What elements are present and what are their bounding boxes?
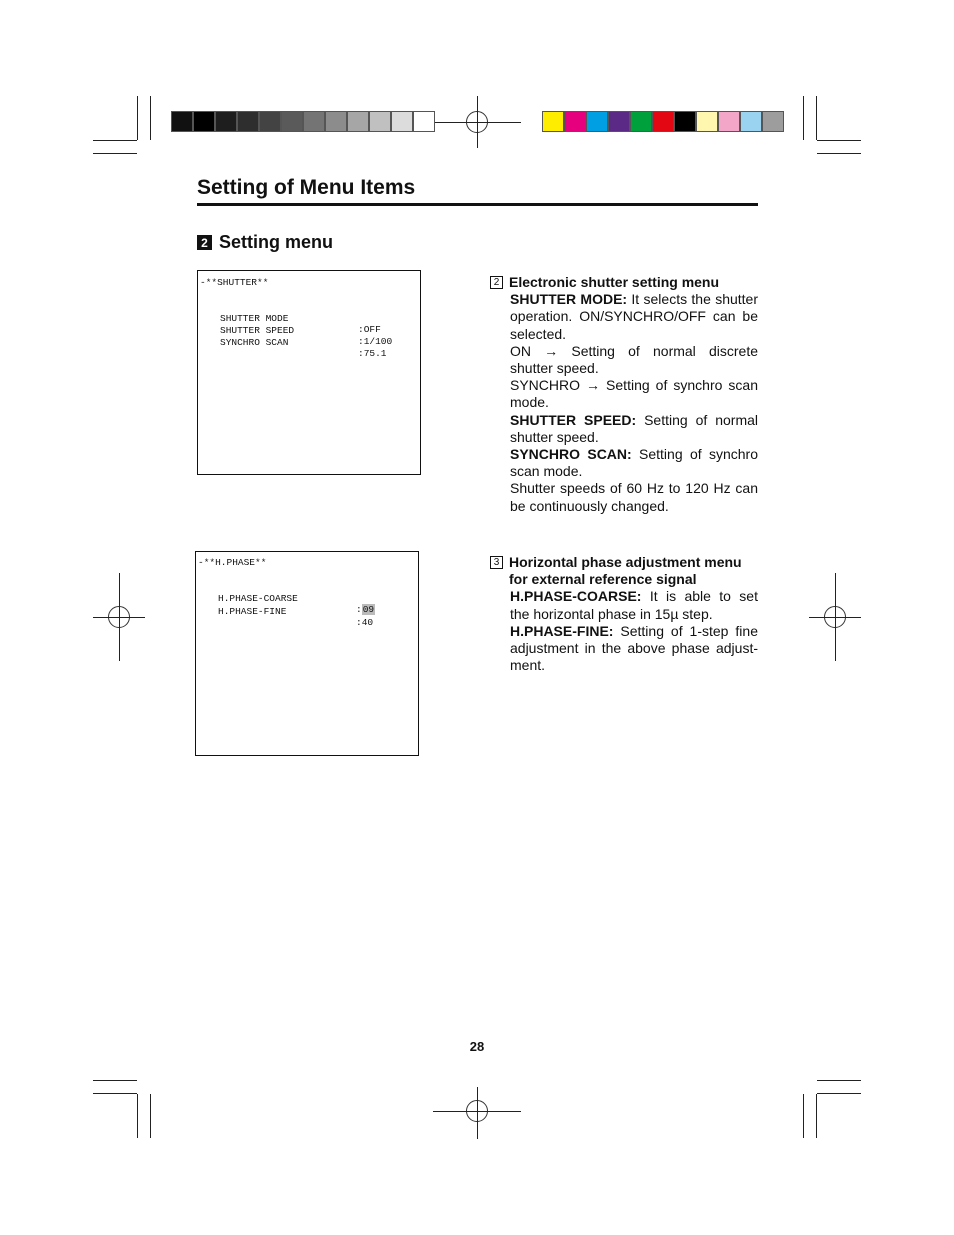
menu-row-value: :OFF xyxy=(358,324,381,335)
menu-row-label: SYNCHRO SCAN xyxy=(220,337,289,348)
section-number: 2 xyxy=(197,235,212,250)
color-swatch xyxy=(696,111,718,132)
menu-row-label: H.PHASE-COARSE xyxy=(218,593,298,604)
grayscale-color-bar xyxy=(171,111,435,132)
color-swatch xyxy=(413,111,435,132)
hphase-description xyxy=(490,554,758,674)
menu-row-value: :40 xyxy=(356,617,374,628)
description-heading: 3 Horizontal phase adjustment menu for external reference signal xyxy=(490,554,758,588)
color-swatch xyxy=(325,111,347,132)
process-color-bar xyxy=(542,111,784,132)
color-swatch xyxy=(171,111,193,132)
color-swatch xyxy=(740,111,762,132)
color-swatch xyxy=(564,111,586,132)
page-number: 28 xyxy=(469,1039,485,1054)
color-swatch xyxy=(674,111,696,132)
color-swatch xyxy=(586,111,608,132)
menu-row-label: H.PHASE-FINE xyxy=(218,606,287,617)
color-swatch xyxy=(630,111,652,132)
menu-row-value: :75.1 xyxy=(358,348,387,359)
color-swatch xyxy=(369,111,391,132)
hphase-menu-header: -**H.PHASE** xyxy=(198,557,267,568)
color-swatch xyxy=(608,111,630,132)
color-swatch xyxy=(347,111,369,132)
item-number: 2 xyxy=(490,276,503,289)
color-swatch xyxy=(281,111,303,132)
menu-row-label: SHUTTER MODE xyxy=(220,313,289,324)
hphase-menu-screen xyxy=(195,551,419,756)
color-swatch xyxy=(237,111,259,132)
page-title: Setting of Menu Items xyxy=(197,176,416,199)
description-heading: 2 Electronic shutter setting menu xyxy=(490,274,758,291)
color-swatch xyxy=(193,111,215,132)
item-number: 3 xyxy=(490,556,503,569)
color-swatch xyxy=(718,111,740,132)
color-swatch xyxy=(391,111,413,132)
shutter-menu-header: -**SHUTTER** xyxy=(200,277,269,288)
selected-value-highlight: 09 xyxy=(362,604,375,615)
title-rule xyxy=(197,203,758,206)
color-swatch xyxy=(542,111,564,132)
menu-row-label: SHUTTER SPEED xyxy=(220,325,295,336)
shutter-menu-screen xyxy=(197,270,421,475)
color-swatch xyxy=(259,111,281,132)
description-body: H.PHASE-COARSE: It is able to set the horizontal phase in 15µ step. H.PHASE-FINE: Setting of 1-step fine adjustment in the above phase adjust-ment. xyxy=(510,588,758,674)
color-swatch xyxy=(303,111,325,132)
color-swatch xyxy=(762,111,784,132)
section-title: Setting menu xyxy=(219,232,334,252)
section-heading xyxy=(197,232,333,253)
color-swatch xyxy=(215,111,237,132)
color-swatch xyxy=(652,111,674,132)
description-body: SHUTTER MODE: It selects the shutter operation. ON/SYNCHRO/OFF can be selected. ON → Setting of normal discrete shutter speed. SYNCHRO → Setting of synchro scan mode. SHUTTER SPEED: Setting of normal shutter speed. SYNCHRO SCAN: Setting of synchro scan mode. Shutter speeds of 60 Hz to 120 Hz can be continuously changed. xyxy=(510,291,759,514)
shutter-description xyxy=(490,274,758,515)
menu-row-value: :09 xyxy=(356,604,375,615)
menu-row-value: :1/100 xyxy=(358,336,393,347)
